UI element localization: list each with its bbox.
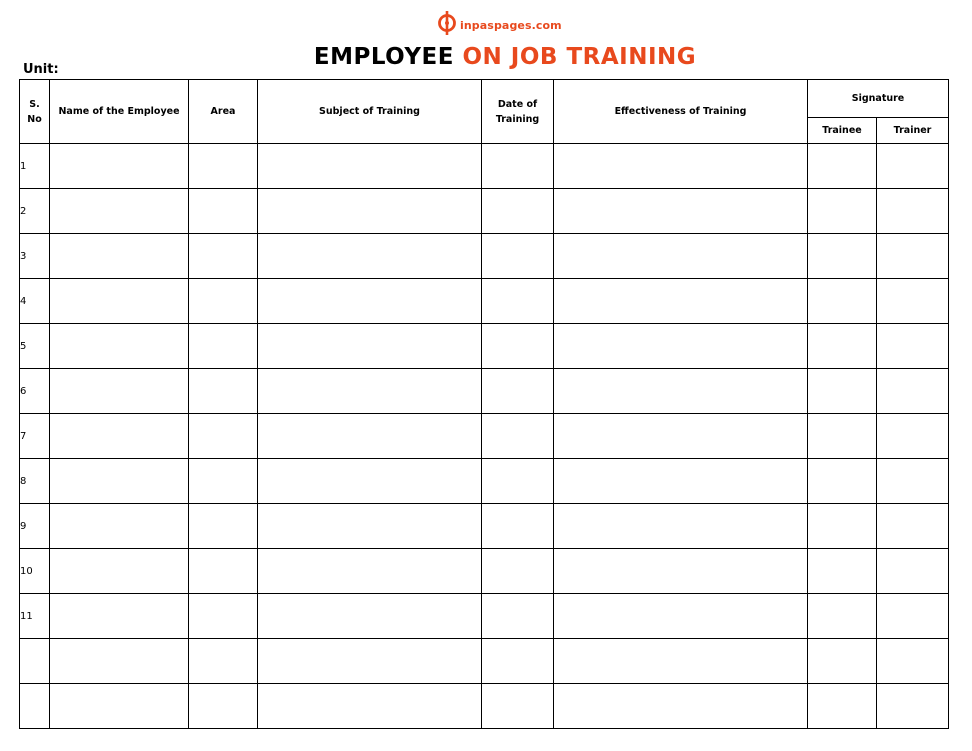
cell-date[interactable]	[482, 324, 554, 369]
table-row	[20, 144, 949, 189]
header-sno-line1: S.	[29, 98, 40, 110]
cell-trainer-signature[interactable]	[877, 234, 949, 279]
cell-area[interactable]	[189, 549, 258, 594]
inpaspages-logo-icon	[437, 10, 459, 36]
cell-trainer-signature[interactable]	[877, 639, 949, 684]
unit-label: Unit:	[23, 62, 59, 77]
cell-area[interactable]	[189, 324, 258, 369]
table-row	[20, 459, 949, 504]
cell-effectiveness[interactable]	[554, 369, 808, 414]
table-row	[20, 684, 949, 729]
header-row	[20, 80, 949, 118]
cell-employee-name[interactable]	[50, 504, 189, 549]
table-row	[20, 234, 949, 279]
cell-date[interactable]	[482, 279, 554, 324]
cell-trainer-signature[interactable]	[877, 594, 949, 639]
cell-sno: 10	[20, 549, 50, 594]
cell-subject[interactable]	[258, 414, 482, 459]
cell-date[interactable]	[482, 189, 554, 234]
header-date-line1: Date of	[497, 98, 538, 110]
cell-trainee-signature[interactable]	[808, 504, 877, 549]
cell-effectiveness[interactable]	[554, 504, 808, 549]
cell-trainee-signature[interactable]	[808, 279, 877, 324]
cell-trainee-signature[interactable]	[808, 324, 877, 369]
cell-date[interactable]	[482, 144, 554, 189]
header-trainee: Trainee	[808, 118, 877, 144]
cell-area[interactable]	[189, 504, 258, 549]
cell-area[interactable]	[189, 639, 258, 684]
cell-subject[interactable]	[258, 279, 482, 324]
cell-sno: 2	[20, 189, 50, 234]
cell-area[interactable]	[189, 279, 258, 324]
cell-date[interactable]	[482, 234, 554, 279]
cell-trainer-signature[interactable]	[877, 459, 949, 504]
page-title	[0, 44, 972, 70]
table-row	[20, 414, 949, 459]
cell-subject[interactable]	[258, 504, 482, 549]
title-on-job-training: ON JOB TRAINING	[462, 44, 697, 70]
cell-area[interactable]	[189, 234, 258, 279]
cell-employee-name[interactable]	[50, 549, 189, 594]
cell-area[interactable]	[189, 459, 258, 504]
cell-effectiveness[interactable]	[554, 594, 808, 639]
cell-employee-name[interactable]	[50, 369, 189, 414]
cell-employee-name[interactable]	[50, 684, 189, 729]
table-row	[20, 279, 949, 324]
cell-sno: 9	[20, 504, 50, 549]
cell-subject[interactable]	[258, 144, 482, 189]
table-row	[20, 189, 949, 234]
cell-sno: 8	[20, 459, 50, 504]
header-trainer: Trainer	[877, 118, 949, 144]
cell-sno: 5	[20, 324, 50, 369]
cell-area[interactable]	[189, 144, 258, 189]
cell-trainer-signature[interactable]	[877, 549, 949, 594]
cell-effectiveness[interactable]	[554, 279, 808, 324]
cell-subject[interactable]	[258, 684, 482, 729]
header-subject: Subject of Training	[258, 80, 482, 144]
cell-trainee-signature[interactable]	[808, 639, 877, 684]
header-effectiveness: Effectiveness of Training	[554, 80, 808, 144]
cell-employee-name[interactable]	[50, 324, 189, 369]
cell-area[interactable]	[189, 414, 258, 459]
cell-effectiveness[interactable]	[554, 324, 808, 369]
header-sno-line2: No	[27, 113, 42, 125]
table-row	[20, 504, 949, 549]
cell-effectiveness[interactable]	[554, 639, 808, 684]
cell-trainee-signature[interactable]	[808, 459, 877, 504]
cell-trainee-signature[interactable]	[808, 234, 877, 279]
cell-sno: 1	[20, 144, 50, 189]
table-row	[20, 639, 949, 684]
cell-trainer-signature[interactable]	[877, 684, 949, 729]
cell-effectiveness[interactable]	[554, 549, 808, 594]
cell-subject[interactable]	[258, 639, 482, 684]
header-date	[482, 80, 554, 144]
cell-date[interactable]	[482, 639, 554, 684]
cell-sno	[20, 684, 50, 729]
table-body	[20, 144, 949, 729]
cell-date[interactable]	[482, 414, 554, 459]
cell-subject[interactable]	[258, 459, 482, 504]
cell-trainer-signature[interactable]	[877, 504, 949, 549]
cell-trainee-signature[interactable]	[808, 369, 877, 414]
cell-area[interactable]	[189, 189, 258, 234]
table-row	[20, 324, 949, 369]
training-table	[19, 79, 949, 729]
cell-trainer-signature[interactable]	[877, 279, 949, 324]
cell-trainer-signature[interactable]	[877, 414, 949, 459]
cell-date[interactable]	[482, 684, 554, 729]
cell-sno	[20, 639, 50, 684]
title-employee: EMPLOYEE	[313, 44, 454, 70]
cell-trainee-signature[interactable]	[808, 414, 877, 459]
cell-subject[interactable]	[258, 594, 482, 639]
cell-date[interactable]	[482, 504, 554, 549]
table-row	[20, 594, 949, 639]
cell-date[interactable]	[482, 594, 554, 639]
cell-employee-name[interactable]	[50, 234, 189, 279]
cell-sno: 3	[20, 234, 50, 279]
cell-subject[interactable]	[258, 189, 482, 234]
cell-trainee-signature[interactable]	[808, 594, 877, 639]
cell-area[interactable]	[189, 369, 258, 414]
cell-employee-name[interactable]	[50, 144, 189, 189]
cell-subject[interactable]	[258, 549, 482, 594]
cell-effectiveness[interactable]	[554, 189, 808, 234]
header-sno	[20, 80, 50, 144]
cell-employee-name[interactable]	[50, 594, 189, 639]
header-employee-name: Name of the Employee	[50, 80, 189, 144]
cell-subject[interactable]	[258, 234, 482, 279]
cell-subject[interactable]	[258, 369, 482, 414]
cell-employee-name[interactable]	[50, 639, 189, 684]
cell-trainer-signature[interactable]	[877, 369, 949, 414]
cell-date[interactable]	[482, 369, 554, 414]
site-logo	[437, 10, 562, 36]
logo-text: inpaspages.com	[460, 18, 562, 32]
cell-effectiveness[interactable]	[554, 684, 808, 729]
cell-sno: 4	[20, 279, 50, 324]
cell-area[interactable]	[189, 594, 258, 639]
cell-employee-name[interactable]	[50, 414, 189, 459]
cell-trainee-signature[interactable]	[808, 189, 877, 234]
cell-date[interactable]	[482, 459, 554, 504]
cell-date[interactable]	[482, 549, 554, 594]
cell-area[interactable]	[189, 684, 258, 729]
cell-effectiveness[interactable]	[554, 144, 808, 189]
table-row	[20, 369, 949, 414]
cell-trainee-signature[interactable]	[808, 684, 877, 729]
cell-trainee-signature[interactable]	[808, 549, 877, 594]
cell-employee-name[interactable]	[50, 459, 189, 504]
cell-employee-name[interactable]	[50, 189, 189, 234]
cell-employee-name[interactable]	[50, 279, 189, 324]
cell-subject[interactable]	[258, 324, 482, 369]
cell-effectiveness[interactable]	[554, 414, 808, 459]
cell-trainer-signature[interactable]	[877, 189, 949, 234]
header-area: Area	[189, 80, 258, 144]
cell-sno: 7	[20, 414, 50, 459]
table-row	[20, 549, 949, 594]
header-signature: Signature	[808, 80, 949, 118]
cell-sno: 11	[20, 594, 50, 639]
cell-sno: 6	[20, 369, 50, 414]
cell-trainer-signature[interactable]	[877, 324, 949, 369]
cell-trainer-signature[interactable]	[877, 144, 949, 189]
cell-effectiveness[interactable]	[554, 234, 808, 279]
cell-trainee-signature[interactable]	[808, 144, 877, 189]
header-date-line2: Training	[495, 113, 540, 125]
cell-effectiveness[interactable]	[554, 459, 808, 504]
